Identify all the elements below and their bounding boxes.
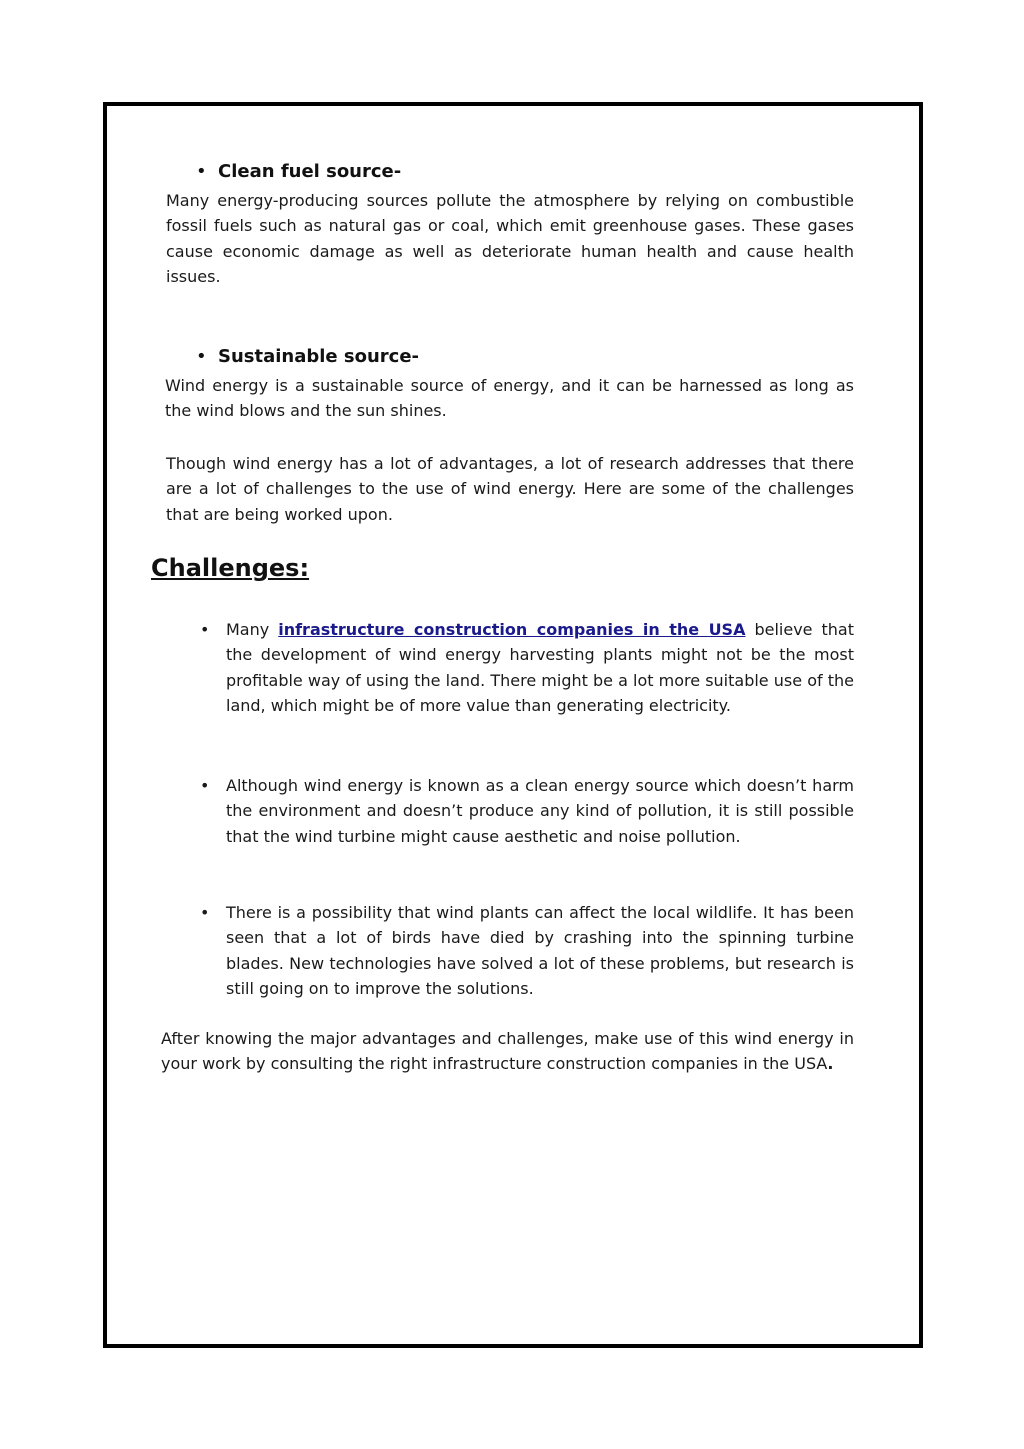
transition-paragraph: Though wind energy has a lot of advantages, a lot of research addresses that there are a lot of challenges to the use of wind energy. Here are some of the challenges that are being worked upon. [166, 454, 854, 524]
challenge-item-wildlife [200, 900, 854, 1002]
infrastructure-companies-link[interactable]: infrastructure construction companies in the USA [278, 620, 746, 639]
advantage-heading-sustainable [196, 346, 419, 367]
bullet-icon: • [200, 903, 210, 922]
advantage-heading-text: Sustainable source- [218, 346, 420, 367]
challenge-text: There is a possibility that wind plants can affect the local wildlife. It has been seen that a lot of birds have died by crashing into the spinning turbine blades. New technologies have solved a lot of these problems, but research is still going on to improve the solutions. [226, 903, 854, 999]
bullet-icon: • [200, 620, 210, 639]
bullet-icon: • [196, 346, 207, 367]
challenges-heading: Challenges: [151, 554, 310, 582]
closing-period: . [827, 1054, 834, 1074]
advantage-heading-text: Clean fuel source- [218, 161, 402, 182]
challenge-text: Although wind energy is known as a clean energy source which doesn’t harm the environment and doesn’t produce any kind of pollution, it is still possible that the wind turbine might cause aesthetic and noise pollution. [226, 776, 854, 846]
advantage-body-sustainable: Wind energy is a sustainable source of energy, and it can be harnessed as long as the wind blows and the sun shines. [165, 376, 854, 421]
challenge-prefix: Many [226, 620, 279, 639]
challenge-item-land-use [200, 617, 854, 719]
advantage-body-clean-fuel: Many energy-producing sources pollute the atmosphere by relying on combustible fossil fuels such as natural gas or coal, which emit greenhouse gases. These gases cause economic damage as well as deteriorate human health and cause health issues. [166, 191, 854, 286]
bullet-icon: • [200, 776, 210, 795]
closing-paragraph [161, 1026, 854, 1077]
challenge-text [226, 617, 854, 719]
closing-text: After knowing the major advantages and challenges, make use of this wind energy in your work by consulting the right infrastructure construction companies in the USA [161, 1029, 854, 1074]
advantage-heading-clean-fuel [196, 161, 401, 182]
challenge-suffix: believe that the development of wind energy harvesting plants might not be the most profitable way of using the land. There might be a lot more suitable use of the land, which might be of more value than generating electricity. [226, 620, 854, 716]
challenge-item-pollution [200, 773, 854, 849]
bullet-icon: • [196, 161, 207, 182]
